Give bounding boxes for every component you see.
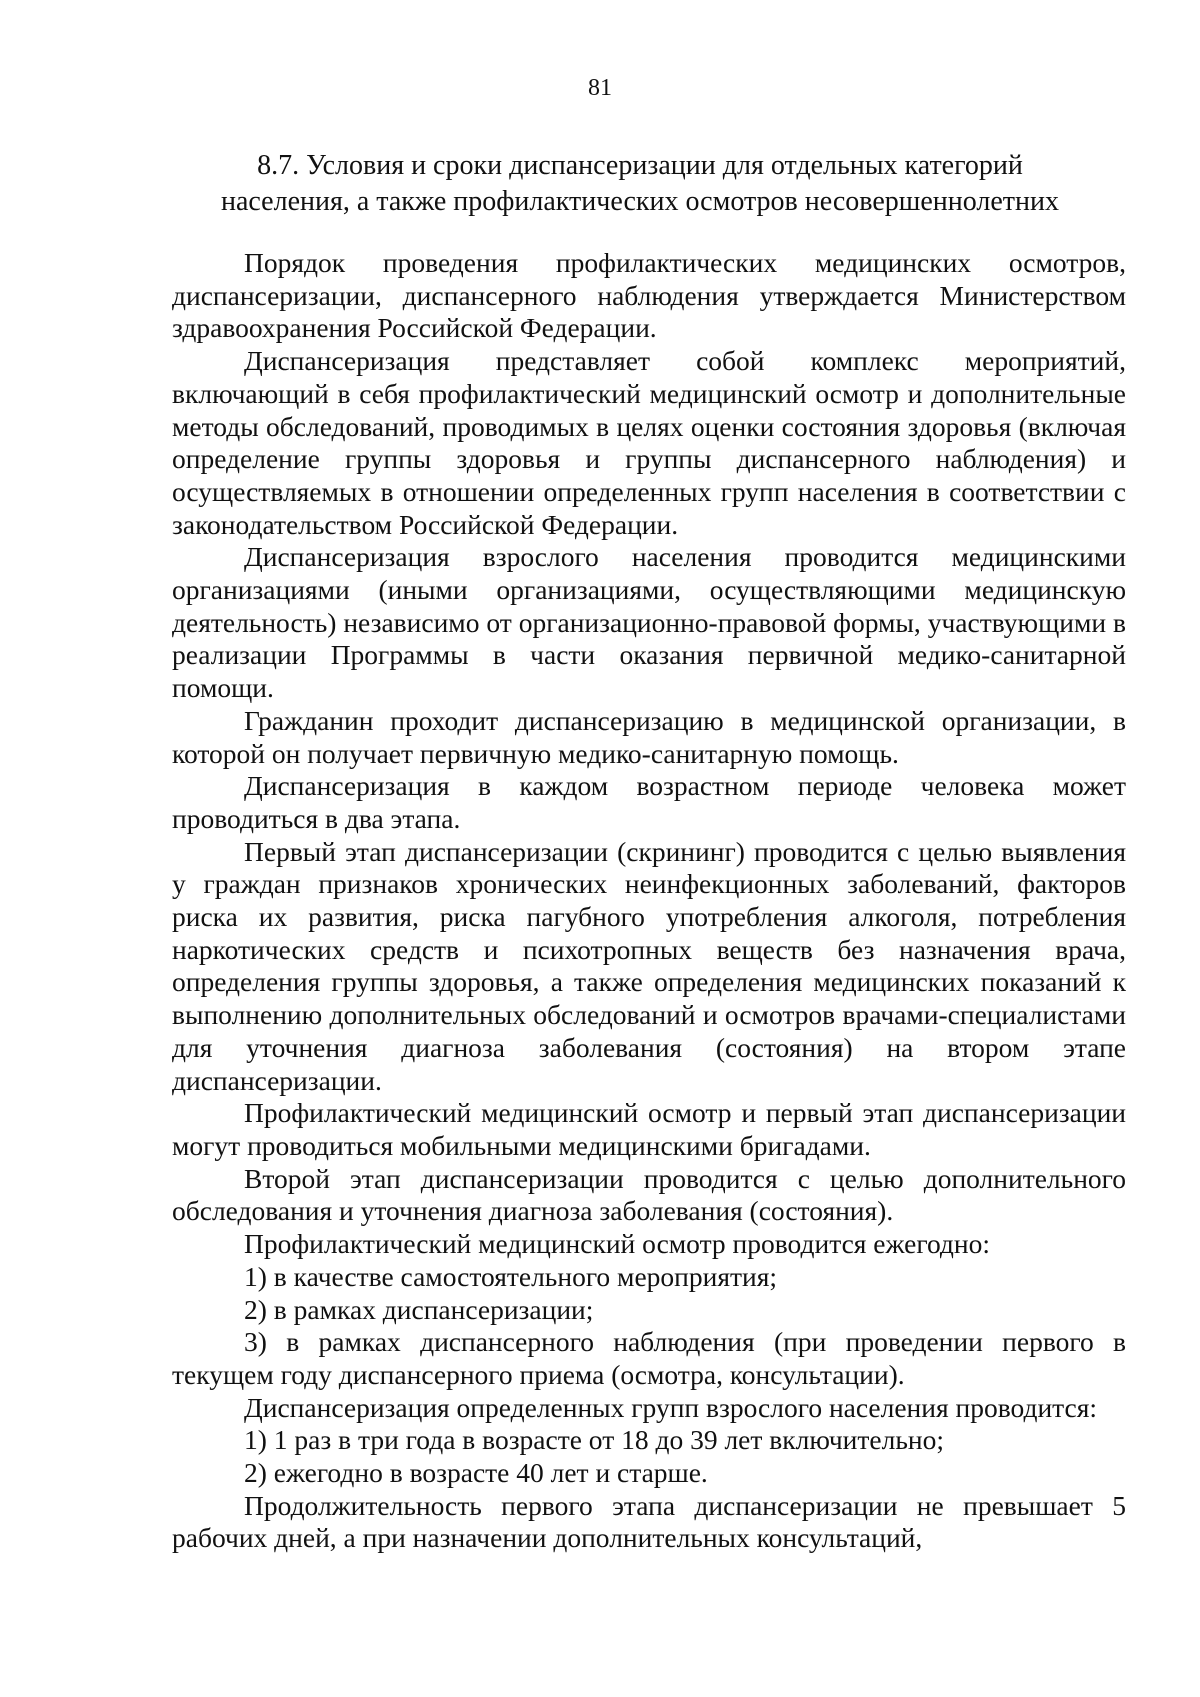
- paragraph: Профилактический медицинский осмотр проводится ежегодно:: [244, 1228, 991, 1260]
- paragraph: Продолжительность первого этапа диспансеризации не превышает 5 рабочих дней, а при назначении дополнительных консультаций,: [172, 1489, 1126, 1554]
- paragraph: Гражданин проходит диспансеризацию в медицинской организации, в которой он получает первичную медико-санитарную помощь.: [172, 704, 1126, 769]
- page-number: 81: [588, 75, 612, 101]
- paragraph: Второй этап диспансеризации проводится с целью дополнительного обследования и уточнения диагноза заболевания (состояния).: [172, 1162, 1126, 1227]
- paragraph: Профилактический медицинский осмотр и первый этап диспансеризации могут проводиться мобильными медицинскими бригадами.: [172, 1097, 1126, 1161]
- list-item: 1) в качестве самостоятельного мероприятия;: [244, 1260, 778, 1292]
- paragraph: Диспансеризация определенных групп взрослого населения проводится:: [244, 1391, 1098, 1423]
- list-item: 3) в рамках диспансерного наблюдения (при проведении первого в текущем году диспансерного приема (осмотра, консультации).: [172, 1326, 1126, 1390]
- section-heading-line-2: населения, а также профилактических осмотров несовершеннолетних: [221, 186, 1059, 217]
- paragraph: Диспансеризация взрослого населения проводится медицинскими организациями (иными организациями, осуществляющими медицинскую деятельность) независимо от организационно-правовой формы, участвующими в реализации Программы в части оказания первичной медико-санитарной помощи.: [172, 541, 1126, 704]
- list-item: 1) 1 раз в три года в возрасте от 18 до 39 лет включительно;: [244, 1424, 944, 1456]
- document-body: [172, 247, 1126, 1555]
- paragraph: Диспансеризация представляет собой комплекс мероприятий, включающий в себя профилактический медицинский осмотр и дополнительные методы обследований, проводимых в целях оценки состояния здоровья (включая определение группы здоровья и группы диспансерного наблюдения) и осуществляемых в отношении определенных групп населения в соответствии с законодательством Российской Федерации.: [172, 345, 1126, 540]
- section-heading-line-1: 8.7. Условия и сроки диспансеризации для отдельных категорий: [257, 150, 1023, 181]
- paragraph: Диспансеризация в каждом возрастном периоде человека может проводиться в два этапа.: [172, 770, 1126, 834]
- section-heading: [200, 148, 1080, 220]
- list-item: 2) ежегодно в возрасте 40 лет и старше.: [244, 1457, 708, 1489]
- paragraph: Первый этап диспансеризации (скрининг) проводится с целью выявления у граждан признаков хронических неинфекционных заболеваний, факторов риска их развития, риска пагубного употребления алкоголя, потребления наркотических средств и психотропных веществ без назначения врача, определения группы здоровья, а также определения медицинских показаний к выполнению дополнительных обследований и осмотров врачами-специалистами для уточнения диагноза заболевания (состояния) на втором этапе диспансеризации.: [172, 835, 1126, 1096]
- paragraph: Порядок проведения профилактических медицинских осмотров, диспансеризации, диспансерного наблюдения утверждается Министерством здравоохранения Российской Федерации.: [172, 247, 1126, 344]
- list-item: 2) в рамках диспансеризации;: [244, 1293, 594, 1325]
